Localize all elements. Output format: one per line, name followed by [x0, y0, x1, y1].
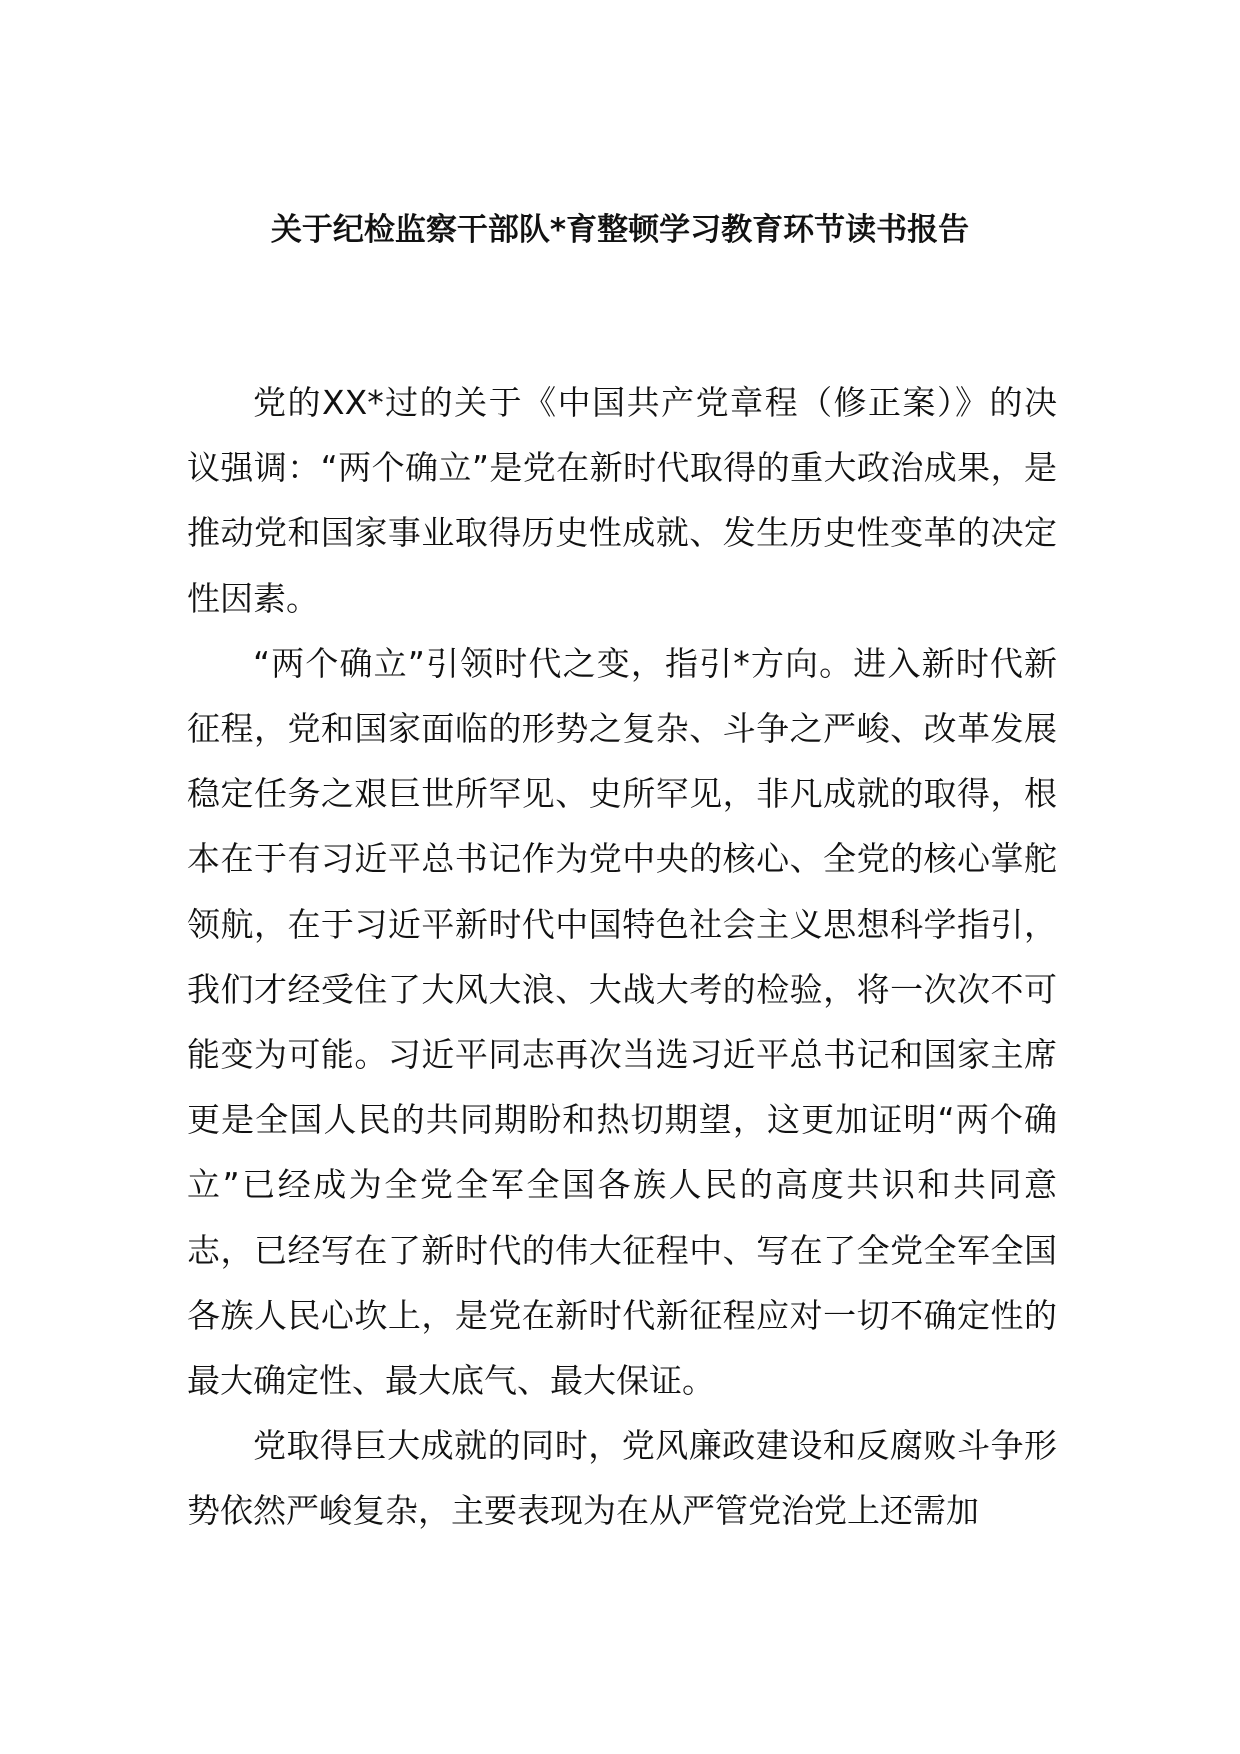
document-body: [187, 370, 1057, 1544]
paragraph-2: “两个确立”引领时代之变，指引*方向。进入新时代新征程，党和国家面临的形势之复杂、斗争之严峻、改革发展稳定任务之艰巨世所罕见、史所罕见，非凡成就的取得，根本在于有习近平总书记作为党中央的核心、全党的核心掌舵领航，在于习近平新时代中国特色社会主义思想科学指引，我们才经受住了大风大浪、大战大考的检验，将一次次不可能变为可能。习近平同志再次当选习近平总书记和国家主席更是全国人民的共同期盼和热切期望，这更加证明“两个确立”已经成为全党全军全国各族人民的高度共识和共同意志，已经写在了新时代的伟大征程中、写在了全党全军全国各族人民心坎上，是党在新时代新征程应对一切不确定性的最大确定性、最大底气、最大保证。: [187, 643, 1057, 1401]
paragraph-1: 党的XX*过的关于《中国共产党章程（修正案）》的决议强调：“两个确立”是党在新时代取得的重大政治成果，是推动党和国家事业取得历史性成就、发生历史性变革的决定性因素。: [187, 383, 1057, 618]
document-title: 关于纪检监察干部队*育整顿学习教育环节读书报告: [270, 212, 970, 248]
paragraph-3: 党取得巨大成就的同时，党风廉政建设和反腐败斗争形势依然严峻复杂，主要表现为在从严管党治党上还需加: [187, 1426, 1057, 1531]
